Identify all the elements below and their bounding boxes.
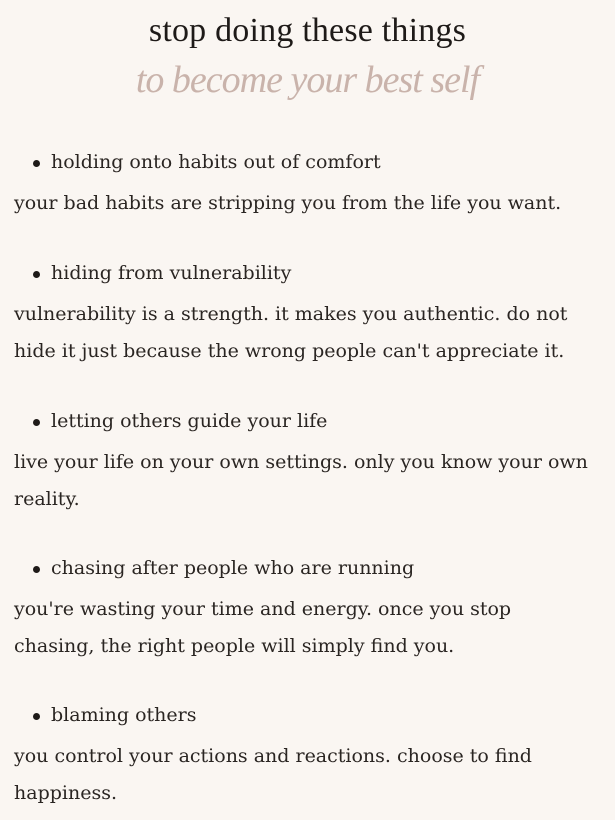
item-heading [14,150,594,174]
item-body: vulnerability is a strength. it makes you authentic. do not hide it just because the wrong people can't appreciate it. [14,303,568,362]
item-body: you control your actions and reactions. choose to find happiness. [14,745,532,804]
list-item [14,703,594,812]
item-body: you're wasting your time and energy. once you stop chasing, the right people will simply find you. [14,598,512,657]
item-heading-text: holding onto habits out of comfort [51,151,381,173]
list-item [14,556,594,665]
bullet-icon [33,271,40,278]
bullet-icon [33,566,40,573]
bullet-icon [33,713,40,720]
item-heading-text: chasing after people who are running [51,557,415,579]
item-body: your bad habits are stripping you from the life you want. [14,192,562,214]
item-heading-text: letting others guide your life [51,410,328,432]
list-item [14,150,594,222]
item-heading-text: blaming others [51,704,197,726]
bullet-icon [33,419,40,426]
bullet-icon [33,160,40,167]
list-item [14,409,594,518]
list-item [14,261,594,370]
item-heading [14,261,594,285]
page-title: stop doing these things [148,12,467,49]
item-heading [14,703,594,727]
item-heading [14,409,594,433]
item-heading-text: hiding from vulnerability [51,262,292,284]
item-heading [14,556,594,580]
item-body: live your life on your own settings. only you know your own reality. [14,451,588,510]
page-subtitle: to become your best self [135,59,480,101]
